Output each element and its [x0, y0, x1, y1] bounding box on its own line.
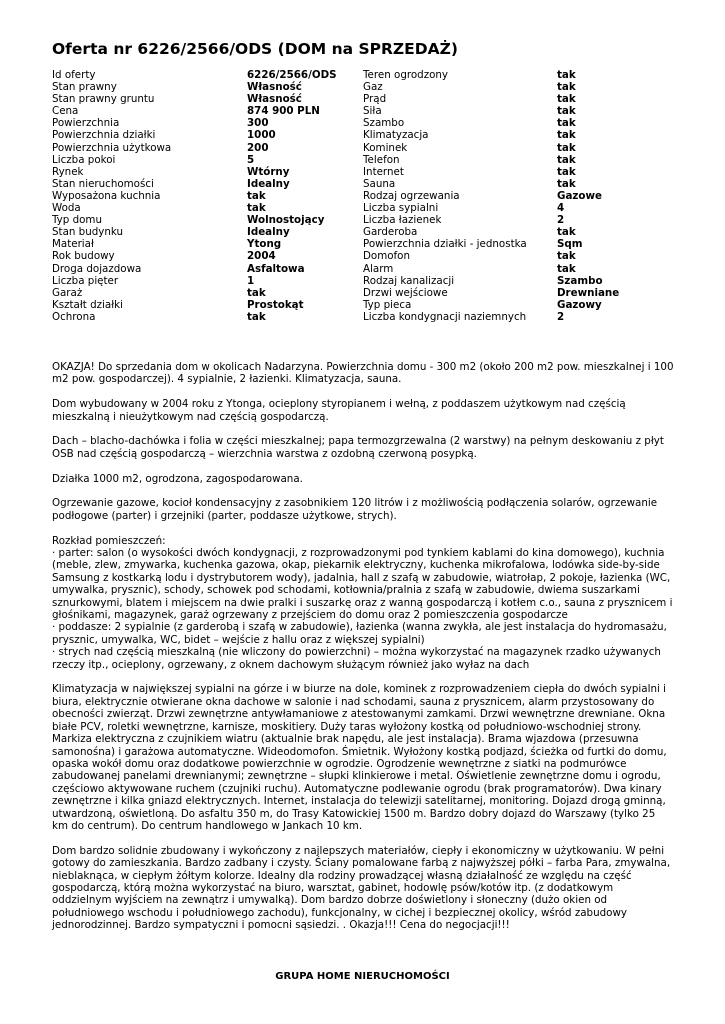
description-equipment: Klimatyzacja w największej sypialni na górze i w biurze na dole, kominek z rozprowadzeniem ciepła do dwóch sypialni i biura, elektrycznie otwierane okna dachowe w salonie i nad schodami, sauna z prysznicem, alarm przystosowany do obecności zwierząt. Drzwi zewnętrzne antywłamaniowe z atestowanymi zamkami. Drzwi wewnętrzne drewniane. Okna białe PCV, roletki wewnętrzne, karnisze, moskitiery. Duży taras wyłożony kostką od południowo-wschodniej strony. Markiza elektryczna z czujnikiem wiatru (aktualnie brak napędu, ale jest instalacja). Brama wjazdowa (przesuwna samonośna) i garażowa automatyczne. Wideodomofon. Śmietnik. Wyłożony kostką podjazd, ścieżka od furtki do domu, opaska wokół domu oraz dodatkowe powierzchnie w ogrodzie. Ogrodzenie wewnętrzne z siatki na podmurówce zabudowanej panelami drewnianymi; zewnętrzne – słupki klinkierowe i metal. Oświetlenie zewnętrzne domu i ogrodu, częściowo aktywowane ruchem (czujniki ruchu). Automatyczne podlewanie ogrodu (brak programatorów). Dwa kinary zewnętrzne i kilka gniazd elektrycznych. Internet, instalacja do telewizji satelitarnej, monitoring. Dojazd drogą gminną, utwardzoną, oświetloną. Do asfaltu 350 m, do Trasy Katowickiej 1500 m. Bardzo dobry dojazd do Warszawy (tylko 25 km do centrum). Do centrum handlowego w Jankach 10 km.	[52, 683, 667, 832]
property-value: Prostokąt	[247, 298, 304, 311]
property-label: Liczba kondygnacji naziemnych	[363, 310, 527, 323]
property-value: 4	[557, 202, 565, 215]
page-title: Oferta nr 6226/2566/ODS (DOM na SPRZEDAŻ)	[52, 40, 458, 58]
property-label: Prąd	[363, 93, 387, 106]
property-value: tak	[557, 117, 576, 130]
property-label: Rok budowy	[52, 250, 115, 263]
property-label: Kształt działki	[52, 298, 123, 311]
property-label: Rynek	[52, 165, 84, 178]
property-label: Id oferty	[52, 69, 96, 81]
property-label: Powierzchnia działki - jednostka	[363, 238, 527, 251]
property-value: Drewniane	[557, 286, 620, 299]
property-value: 6226/2566/ODS	[247, 69, 337, 81]
property-label: Typ pieca	[363, 298, 412, 311]
property-label: Klimatyzacja	[363, 129, 429, 142]
property-value: Asfaltowa	[247, 262, 305, 275]
offer-description	[52, 361, 674, 944]
property-label: Powierzchnia działki	[52, 129, 156, 142]
description-roof: Dach – blacho-dachówka i folia w części mieszkalnej; papa termozgrzewalna (2 warstwy) na pełnym deskowaniu z płyt OSB nad częścią gospodarczą – wierzchnia warstwa z ozdobną czerwoną posypką.	[52, 435, 664, 460]
property-value: tak	[247, 202, 266, 215]
property-value: tak	[557, 177, 576, 190]
property-label: Garaż	[52, 286, 83, 299]
property-value: tak	[557, 165, 576, 178]
property-value: Szambo	[557, 274, 603, 287]
property-value: tak	[557, 93, 576, 106]
property-label: Typ domu	[52, 214, 102, 227]
property-value: Idealny	[247, 226, 290, 239]
property-label: Garderoba	[363, 226, 418, 239]
property-label: Ochrona	[52, 310, 96, 323]
property-value: 2	[557, 310, 565, 323]
property-label: Powierzchnia	[52, 117, 120, 130]
property-value: 200	[247, 141, 269, 154]
property-value: 2	[557, 214, 565, 227]
left-labels-column	[52, 69, 171, 323]
property-label: Rodzaj ogrzewania	[363, 189, 460, 202]
property-value: tak	[557, 141, 576, 154]
property-value: tak	[557, 105, 576, 118]
property-label: Stan prawny	[52, 81, 117, 94]
property-value: tak	[557, 69, 576, 81]
property-label: Stan prawny gruntu	[52, 93, 155, 106]
property-value: tak	[557, 153, 576, 166]
property-label: Powierzchnia użytkowa	[52, 141, 172, 154]
property-value: Idealny	[247, 177, 290, 190]
property-label: Sauna	[363, 177, 396, 190]
property-label: Szambo	[363, 117, 405, 130]
right-values-column	[557, 69, 619, 323]
property-value: tak	[557, 262, 576, 275]
property-label: Alarm	[363, 262, 394, 275]
right-labels-column	[363, 69, 527, 323]
rooms-strych: · strych nad częścią mieszkalną (nie wliczony do powierzchni) – można wykorzystać na magazynek rzadko używanych rzeczy itp., ocieplony, ogrzewany, z oknem dachowym służącym również jako wyłaz na dach	[52, 646, 661, 671]
rooms-poddasze: · poddasze: 2 sypialnie (z garderobą i szafą w zabudowie), łazienka (wanna zwykła, ale jest instalacja do hydromasażu, prysznic, umywalka, WC, bidet – wejście z hallu oraz z większej sypialni)	[52, 621, 667, 646]
agency-footer: GRUPA HOME NIERUCHOMOŚCI	[275, 971, 450, 982]
left-values-column	[247, 69, 337, 323]
property-label: Gaz	[363, 81, 383, 94]
property-label: Teren ogrodzony	[363, 69, 449, 81]
property-value: Własność	[247, 81, 302, 94]
property-label: Liczba pięter	[52, 274, 119, 287]
property-value: tak	[247, 286, 266, 299]
offer-page	[52, 38, 674, 932]
property-label: Stan budynku	[52, 226, 124, 239]
description-construction: Dom wybudowany w 2004 roku z Ytonga, ocieplony styropianem i wełną, z poddaszem użytkowym nad częścią mieszkalną i nieużytkowym nad częścią gospodarczą.	[52, 398, 626, 423]
property-value: tak	[557, 250, 576, 263]
property-value: Ytong	[247, 238, 282, 251]
property-label: Wyposażona kuchnia	[52, 189, 161, 202]
property-label: Kominek	[363, 141, 408, 154]
property-label: Woda	[52, 202, 81, 215]
property-label: Liczba sypialni	[363, 202, 439, 215]
property-value: Sqm	[557, 238, 583, 251]
property-label: Stan nieruchomości	[52, 177, 154, 190]
description-plot: Działka 1000 m2, ogrodzona, zagospodarowana.	[52, 472, 303, 485]
property-value: tak	[557, 226, 576, 239]
property-value: 2004	[247, 250, 276, 263]
property-label: Materiał	[52, 238, 94, 251]
property-value: tak	[247, 310, 266, 323]
rooms-heading: Rozkład pomieszczeń:	[52, 534, 166, 547]
property-label: Internet	[363, 165, 404, 178]
property-value: 300	[247, 117, 269, 130]
property-label: Rodzaj kanalizacji	[363, 274, 455, 287]
description-intro: OKAZJA! Do sprzedania dom w okolicach Nadarzyna. Powierzchnia domu - 300 m2 (około 200 m2 pow. mieszkalnej i 100 m2 pow. gospodarczej). 4 sypialnie, 2 łazienki. Klimatyzacja, sauna.	[52, 361, 674, 386]
rooms-parter: · parter: salon (o wysokości dwóch kondygnacji, z rozprowadzonymi pod tynkiem kablami do kina domowego), kuchnia (meble, zlew, zmywarka, kuchenka gazowa, okap, piekarnik elektryczny, kuchenka mikrofalowa, lodówka side-by-side Samsung z kostkarką lodu i dystrybutorem wody), jadalnia, hall z szafą w zabudowie, wiatrołap, 2 pokoje, łazienka (WC, umywalka, prysznic), schody, schowek pod schodami, kotłownia/pralnia z szafą w zabudowie, dwiema suszarkami sznurkowymi, blatem i miejscem na dwie pralki i suszarkę oraz z wanną gospodarczą i kotłem c.o., sauna z prysznicem i głośnikami, magazynek, garaż ogrzewany z przejściem do domu oraz 2 pomieszczenia gospodarcze	[52, 547, 673, 622]
property-label: Domofon	[363, 250, 411, 263]
property-label: Siła	[363, 105, 382, 118]
property-value: 5	[247, 153, 255, 166]
property-value: Własność	[247, 93, 302, 106]
property-value: 1000	[247, 129, 276, 142]
property-value: Gazowe	[557, 189, 602, 202]
property-label: Droga dojazdowa	[52, 262, 142, 275]
property-label: Telefon	[363, 153, 400, 166]
property-value: Gazowy	[557, 298, 602, 311]
property-value: Wtórny	[247, 165, 290, 178]
property-value: 1	[247, 274, 255, 287]
property-label: Cena	[52, 105, 79, 118]
property-value: tak	[557, 129, 576, 142]
property-label: Liczba łazienek	[363, 214, 442, 227]
property-value: Wolnostojący	[247, 214, 325, 227]
property-label: Liczba pokoi	[52, 153, 116, 166]
property-value: tak	[247, 189, 266, 202]
description-summary: Dom bardzo solidnie zbudowany i wykończony z najlepszych materiałów, ciepły i ekonomiczny w użytkowaniu. W pełni gotowy do zamieszkania. Bardzo zadbany i czysty. Ściany pomalowane farbą z najwyższej półki – farba Para, zmywalna, nieblaknąca, w ciepłym żółtym kolorze. Idealny dla rodziny prowadzącej własną działalność ze względu na część gospodarczą, którą można wykorzystać na biuro, warsztat, gabinet, hodowlę psów/kotów itp. (z dodatkowym oddzielnym wyjściem na zewnątrz i umywalką). Dom bardzo dobrze doświetlony i słoneczny (dużo okien od południowego wschodu i południowego zachodu), funkcjonalny, w cichej i bezpiecznej okolicy, wśród zabudowy jednorodzinnej. Bardzo sympatyczni i pomocni sąsiedzi. . Okazja!!! Cena do negocjacji!!!	[52, 844, 671, 932]
property-label: Drzwi wejściowe	[363, 286, 448, 299]
property-value: tak	[557, 81, 576, 94]
property-value: 874 900 PLN	[247, 105, 320, 118]
description-heating: Ogrzewanie gazowe, kocioł kondensacyjny z zasobnikiem 120 litrów i z możliwością podłączenia solarów, ogrzewanie podłogowe (parter) i grzejniki (parter, poddasze użytkowe, strych).	[52, 497, 658, 522]
